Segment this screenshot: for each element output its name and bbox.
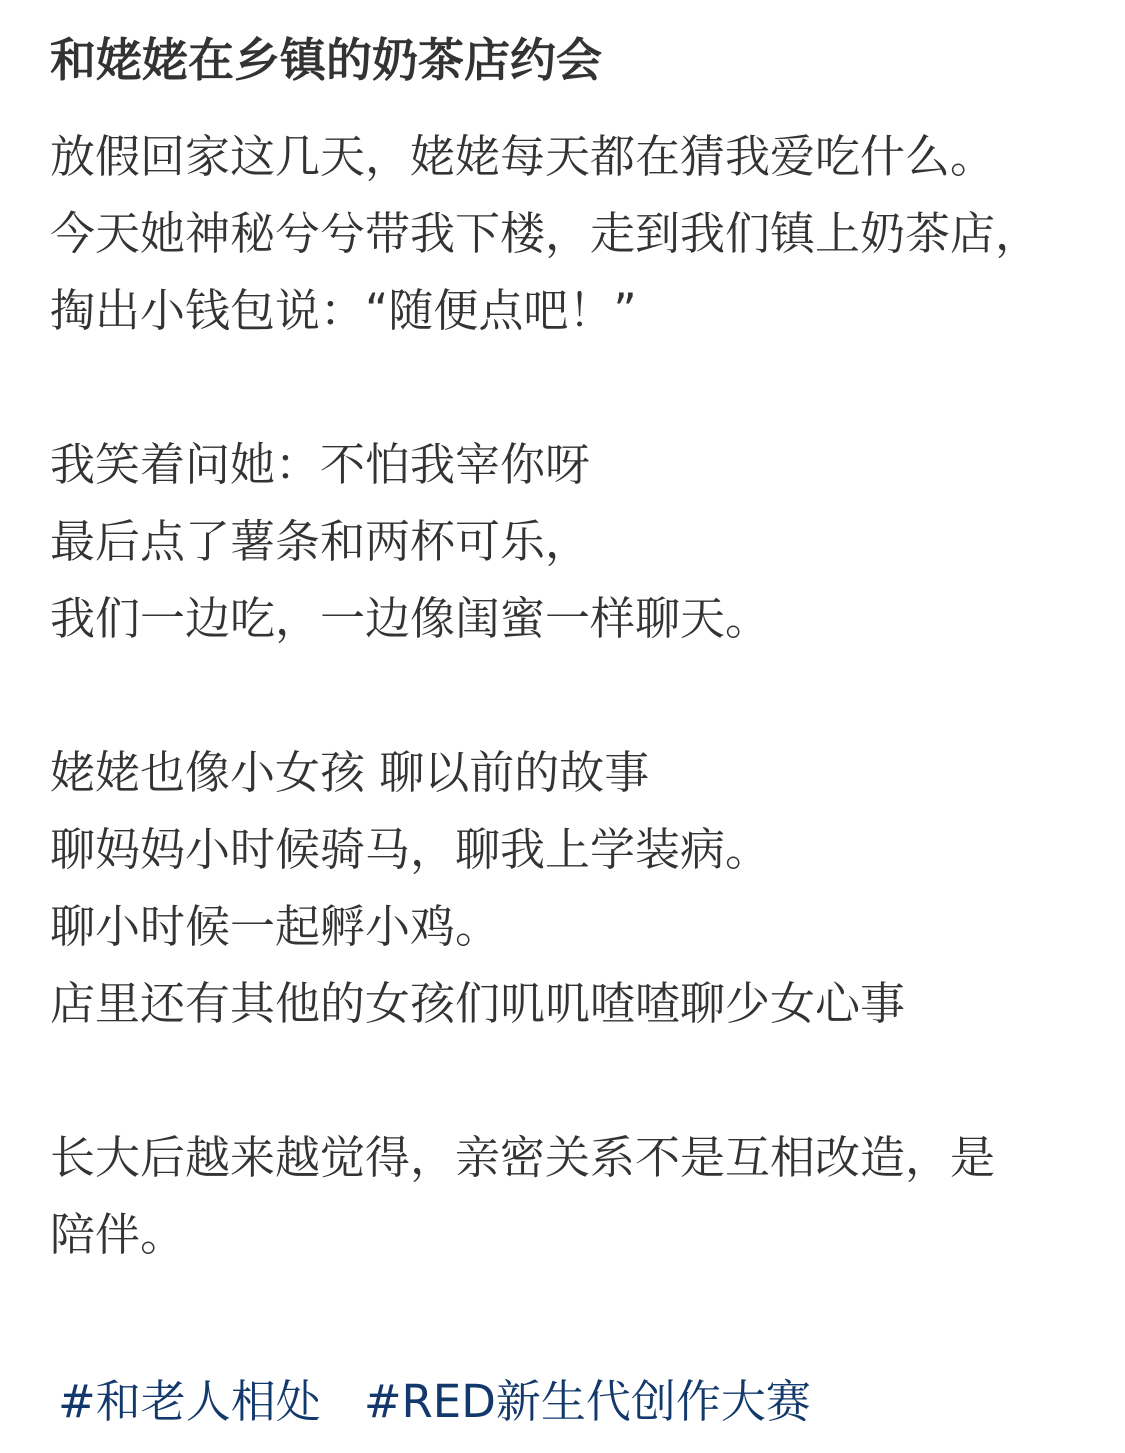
body-line: 今天她神秘兮兮带我下楼，走到我们镇上奶茶店，	[50, 207, 1041, 260]
body-line: 掏出小钱包说：“随便点吧！”	[50, 284, 637, 337]
body-line: 我笑着问她：不怕我宰你呀	[50, 438, 591, 491]
body-line: 放假回家这几天，姥姥每天都在猜我爱吃什么。	[50, 130, 996, 183]
body-line: 店里还有其他的女孩们叽叽喳喳聊少女心事	[50, 977, 906, 1030]
body-line: 姥姥也像小女孩 聊以前的故事	[50, 746, 650, 799]
post-content	[50, 0, 1090, 1453]
body-line: 陪伴。	[50, 1208, 186, 1261]
paragraph-spacer	[50, 356, 1080, 433]
hashtag-list	[58, 1372, 849, 1432]
body-line: 长大后越来越觉得，亲密关系不是互相改造，是	[50, 1131, 996, 1184]
post-title: 和姥姥在乡镇的奶茶店约会	[50, 33, 602, 87]
body-line: 最后点了薯条和两杯可乐，	[50, 515, 591, 568]
body-line: 我们一边吃，一边像闺蜜一样聊天。	[50, 592, 771, 645]
body-line: 聊小时候一起孵小鸡。	[50, 900, 501, 953]
post-body	[50, 125, 1080, 1280]
body-line: 聊妈妈小时候骑马，聊我上学装病。	[50, 823, 771, 876]
hashtag-link[interactable]: #和老人相处	[58, 1375, 321, 1428]
hashtag-link[interactable]: #RED新生代创作大赛	[363, 1375, 811, 1428]
paragraph-spacer	[50, 1049, 1080, 1126]
paragraph-spacer	[50, 664, 1080, 741]
